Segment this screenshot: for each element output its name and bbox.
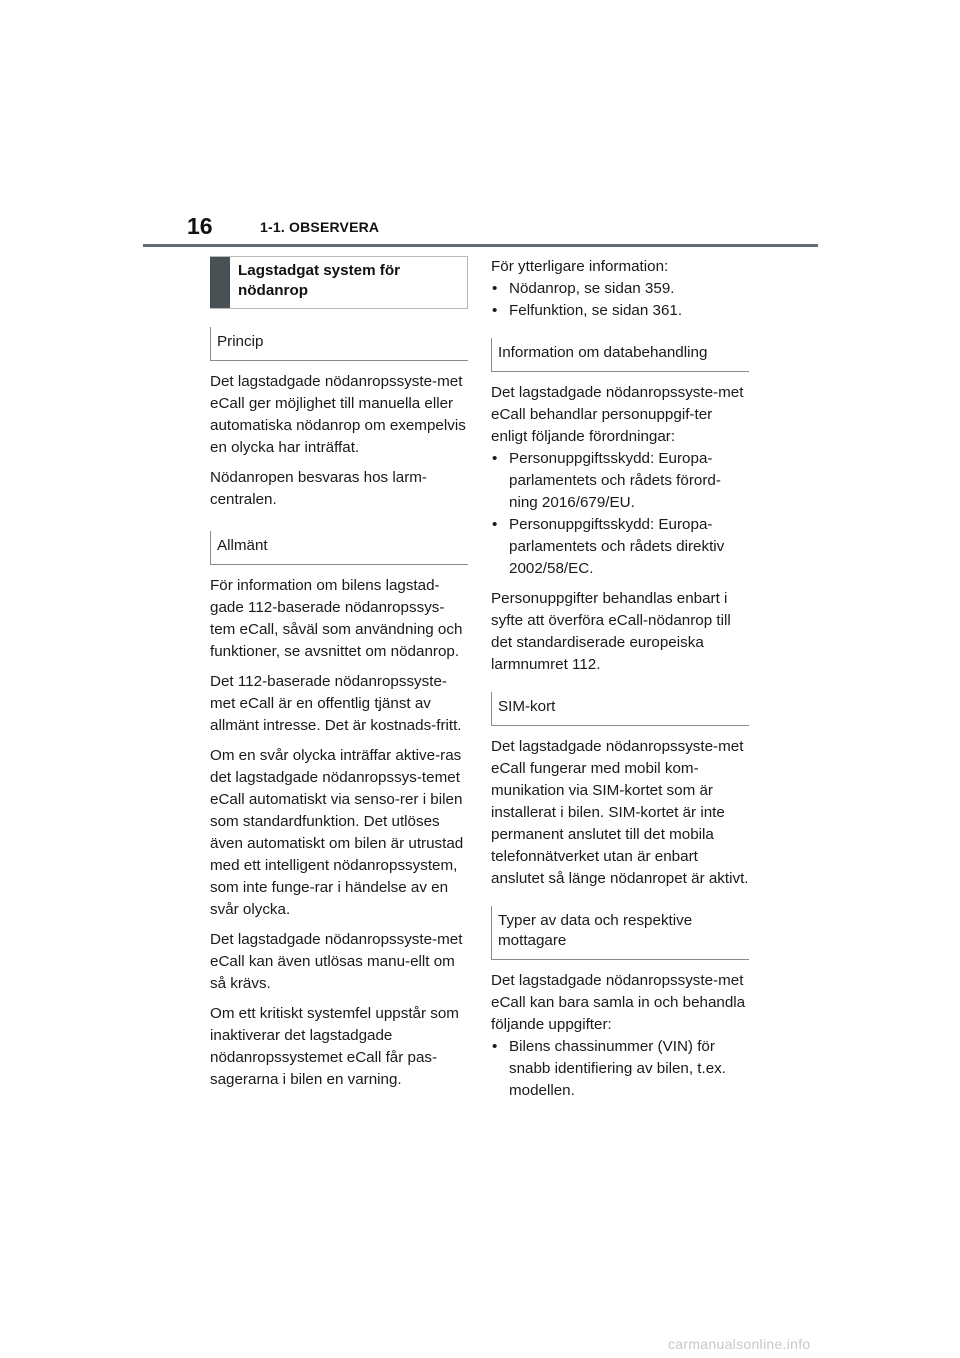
- page-number: 16: [187, 213, 213, 239]
- list-item: • Bilens chassinummer (VIN) för snabb identifiering av bilen, t.ex. modellen.: [491, 1036, 749, 1102]
- paragraph: För information om bilens lagstad-gade 112-baserade nödanropssys-tem eCall, såväl som användning och funktioner, se avsnittet om nödanrop.: [210, 577, 463, 660]
- sim-heading: SIM-kort: [491, 692, 749, 726]
- main-heading-box: [210, 256, 468, 309]
- header-divider: [143, 244, 818, 247]
- paragraph: Det lagstadgade nödanropssyste-met eCall ger möjlighet till manuella eller automatiska nödanrop om exempelvis en olycka har inträffat.: [210, 373, 466, 456]
- princip-heading: Princip: [210, 327, 468, 361]
- left-column: [210, 256, 468, 1099]
- paragraph: Nödanropen besvaras hos larm-centralen.: [210, 469, 427, 508]
- paragraph: Det 112-baserade nödanropssyste-met eCall är en offentlig tjänst av allmänt intresse. Det är kostnads-fritt.: [210, 673, 462, 734]
- bullet-list: [491, 448, 749, 580]
- right-column: [491, 256, 749, 1110]
- bullet-list: [491, 278, 749, 322]
- list-item: • Personuppgiftsskydd: Europa-parlamentets och rådets direktiv 2002/58/EC.: [491, 514, 749, 580]
- paragraph: Det lagstadgade nödanropssyste-met eCall kan bara samla in och behandla följande uppgifter:: [491, 972, 746, 1033]
- bullet-list: [491, 1036, 749, 1102]
- list-item: • Nödanrop, se sidan 359.: [491, 278, 749, 300]
- paragraph: Om ett kritiskt systemfel uppstår som inaktiverar det lagstadgade nödanropssystemet eCall får pas-sagerarna i bilen en varning.: [210, 1005, 459, 1088]
- paragraph: Om en svår olycka inträffar aktive-ras det lagstadgade nödanropssys-temet eCall automatiskt via senso-rer i bilen som standardfunktion. Det utlöses även automatiskt om bilen är utrustad med ett intelligent nödanropssystem, som inte funge-rar i händelse av en svår olycka.: [210, 747, 464, 918]
- list-item: • Felfunktion, se sidan 361.: [491, 300, 749, 322]
- paragraph: Personuppgifter behandlas enbart i syfte att överföra eCall-nödanrop till det standardiserade europeiska larmnumret 112.: [491, 590, 731, 673]
- typer-heading: Typer av data och respektive mottagare: [491, 906, 749, 960]
- paragraph: Det lagstadgade nödanropssyste-met eCall behandlar personuppgif-ter enligt följande förordningar:: [491, 384, 744, 445]
- section-title: 1-1. OBSERVERA: [260, 219, 380, 235]
- paragraph: Det lagstadgade nödanropssyste-met eCall kan även utlösas manu-ellt om så krävs.: [210, 931, 463, 992]
- paragraph: Det lagstadgade nödanropssyste-met eCall fungerar med mobil kom-munikation via SIM-kortet som är installerat i bilen. SIM-kortet är inte permanent anslutet till det mobila telefonnätverket utan är enbart anslutet så länge nödanropet är aktivt.: [491, 738, 749, 887]
- watermark: carmanualsonline.info: [668, 1336, 811, 1352]
- heading-accent-bar: [210, 257, 230, 308]
- list-item: • Personuppgiftsskydd: Europa-parlamentets och rådets förord-ning 2016/679/EU.: [491, 448, 749, 514]
- allmant-heading: Allmänt: [210, 531, 468, 565]
- databehandling-heading: Information om databehandling: [491, 338, 749, 372]
- main-heading: Lagstadgat system för nödanrop: [238, 262, 401, 299]
- paragraph: För ytterligare information:: [491, 258, 669, 275]
